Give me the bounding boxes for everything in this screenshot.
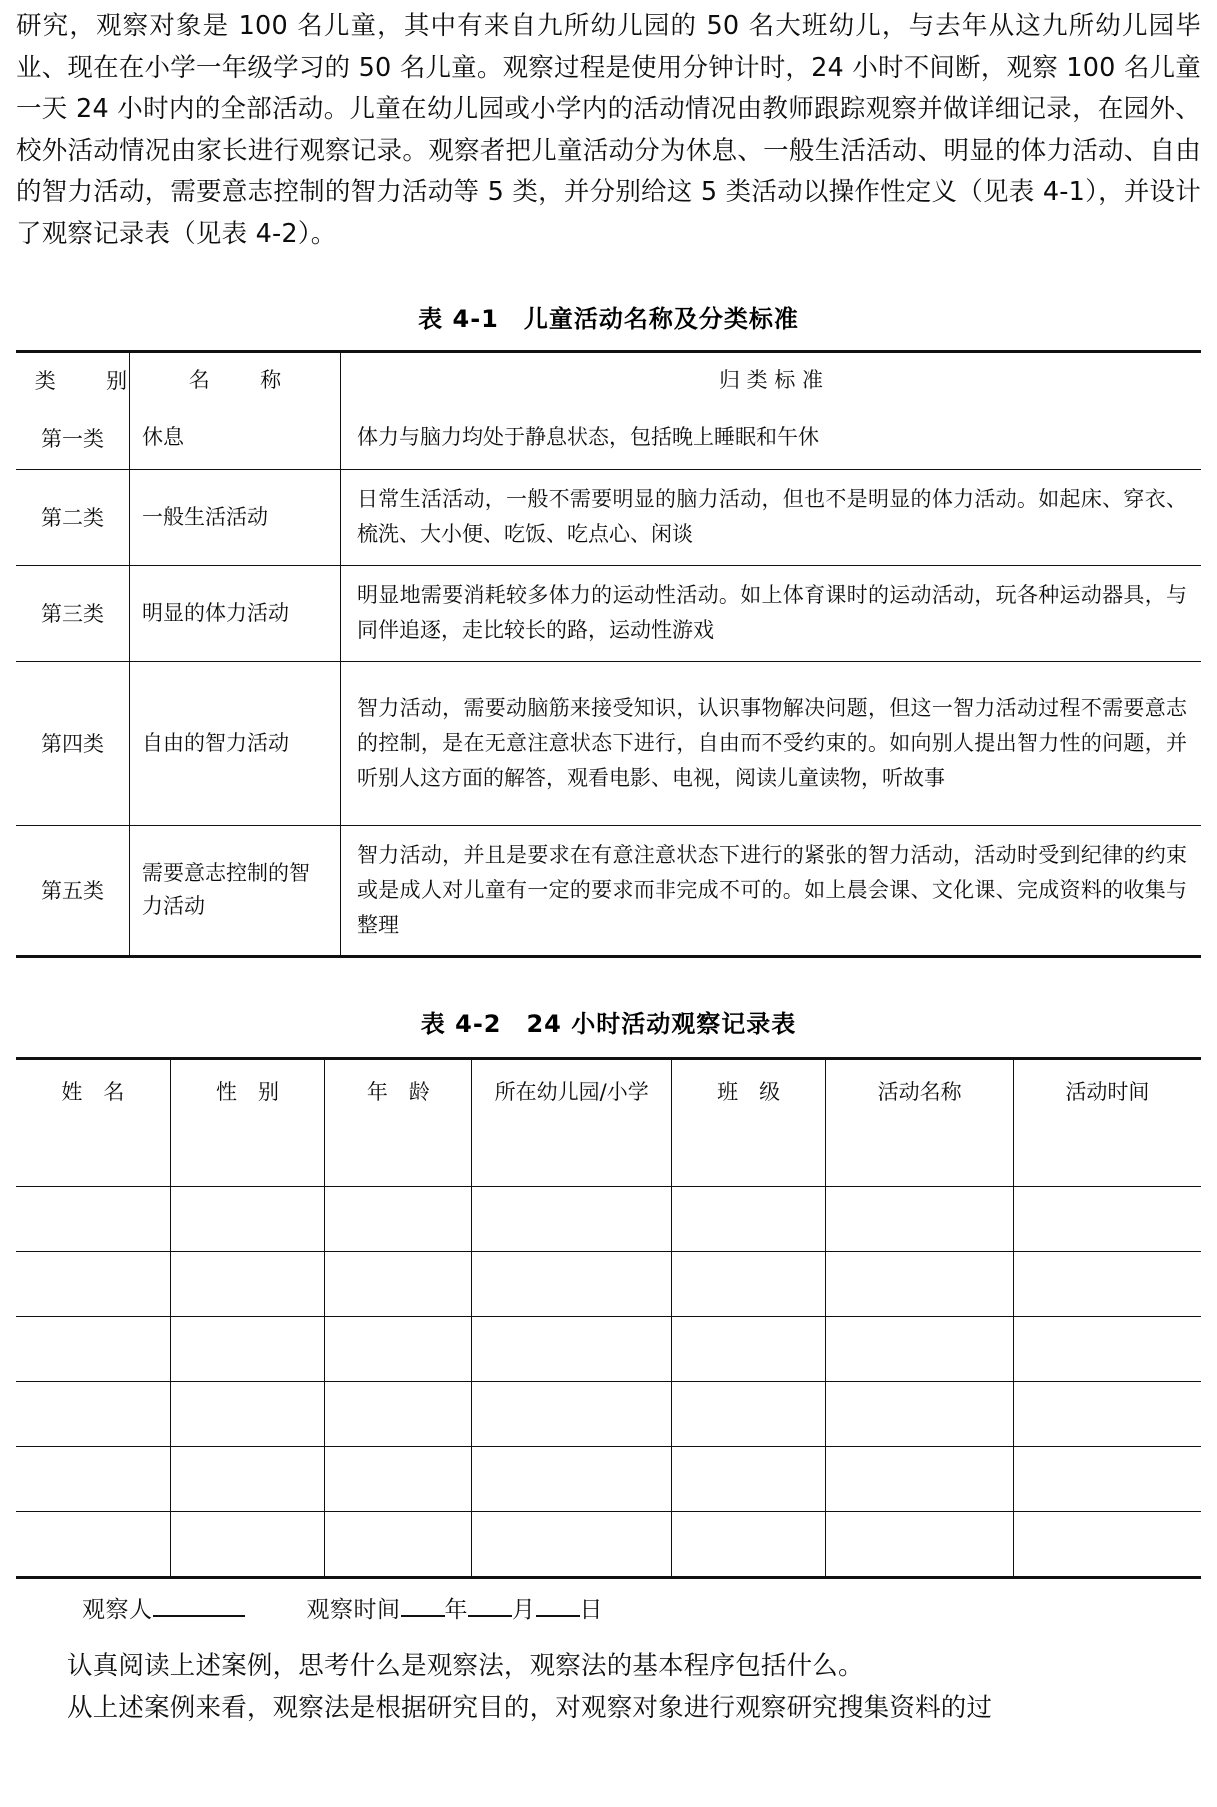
empty-cell[interactable] bbox=[170, 1122, 324, 1187]
empty-cell[interactable] bbox=[325, 1512, 472, 1577]
top-paragraph: 研究，观察对象是 100 名儿童，其中有来自九所幼儿园的 50 名大班幼儿，与去年从这九所幼儿园毕业、现在在小学一年级学习的 50 名儿童。观察过程是使用分钟计时，24 小时不间断，观察 100 名儿童一天 24 小时内的全部活动。儿童在幼儿园或小学内的活动情况由教师跟踪观察并做详细记录，在园外、校外活动情况由家长进行观察记录。观察者把儿童活动分为休息、一般生活活动、明显的体力活动、自由的智力活动，需要意志控制的智力活动等 5 类，并分别给这 5 类活动以操作性定义（见表 4-1），并设计了观察记录表（见表 4-2）。 bbox=[16, 11, 1201, 249]
empty-cell[interactable] bbox=[16, 1382, 170, 1447]
empty-cell[interactable] bbox=[472, 1317, 671, 1382]
empty-cell[interactable] bbox=[1013, 1447, 1201, 1512]
empty-cell[interactable] bbox=[170, 1317, 324, 1382]
table-4-2-header bbox=[16, 1060, 1201, 1122]
observer-input-blank[interactable] bbox=[153, 1615, 245, 1617]
empty-cell[interactable] bbox=[671, 1317, 825, 1382]
table-row bbox=[16, 825, 1201, 955]
empty-cell[interactable] bbox=[826, 1382, 1014, 1447]
cell-criteria: 明显地需要消耗较多体力的运动性活动。如上体育课时的运动活动，玩各种运动器具，与同伴追逐，走比较长的路，运动性游戏 bbox=[341, 565, 1202, 661]
cell-name: 明显的体力活动 bbox=[130, 565, 341, 661]
header-cell-gender: 性 别 bbox=[170, 1060, 324, 1122]
empty-cell[interactable] bbox=[472, 1512, 671, 1577]
year-input-blank[interactable] bbox=[401, 1615, 445, 1617]
table-row bbox=[16, 661, 1201, 825]
table-row bbox=[16, 353, 1201, 407]
empty-cell[interactable] bbox=[325, 1187, 472, 1252]
header-cell-name bbox=[130, 353, 341, 407]
table-row bbox=[16, 1122, 1201, 1187]
header-cell-category bbox=[16, 353, 142, 407]
header-cell-age: 年 龄 bbox=[325, 1060, 472, 1122]
cell-criteria: 智力活动，并且是要求在有意注意状态下进行的紧张的智力活动，活动时受到纪律的约束或是成人对儿童有一定的要求而非完成不可的。如上晨会课、文化课、完成资料的收集与整理 bbox=[341, 825, 1202, 955]
empty-cell[interactable] bbox=[170, 1382, 324, 1447]
header-cell-activity-name: 活动名称 bbox=[826, 1060, 1014, 1122]
empty-cell[interactable] bbox=[325, 1447, 472, 1512]
empty-cell[interactable] bbox=[826, 1317, 1014, 1382]
cell-criteria: 日常生活活动，一般不需要明显的脑力活动，但也不是明显的体力活动。如起床、穿衣、梳洗、大小便、吃饭、吃点心、闲谈 bbox=[341, 469, 1202, 565]
empty-cell[interactable] bbox=[1013, 1317, 1201, 1382]
table-row bbox=[16, 1317, 1201, 1382]
header-cell-name: 姓 名 bbox=[61, 1080, 125, 1104]
empty-cell[interactable] bbox=[826, 1512, 1014, 1577]
header-cell-class: 班 级 bbox=[671, 1060, 825, 1122]
table-row bbox=[16, 407, 1201, 469]
month-input-blank[interactable] bbox=[468, 1615, 512, 1617]
closing-paragraph-2: 从上述案例来看，观察法是根据研究目的，对观察对象进行观察研究搜集资料的过 bbox=[67, 1692, 993, 1723]
empty-cell[interactable] bbox=[671, 1447, 825, 1512]
cell-category: 第三类 bbox=[16, 565, 130, 661]
table-row bbox=[16, 1382, 1201, 1447]
table-row bbox=[16, 1512, 1201, 1577]
cell-name: 需要意志控制的智力活动 bbox=[130, 825, 341, 955]
empty-cell[interactable] bbox=[472, 1447, 671, 1512]
table-row bbox=[16, 1252, 1201, 1317]
table-4-1-body bbox=[16, 407, 1201, 955]
empty-cell[interactable] bbox=[16, 1317, 170, 1382]
empty-cell[interactable] bbox=[325, 1382, 472, 1447]
observe-time-label: 观察时间 bbox=[306, 1597, 401, 1623]
header-name-label: 名 称 bbox=[188, 367, 296, 392]
closing-paragraph-1: 认真阅读上述案例，思考什么是观察法，观察法的基本程序包括什么。 bbox=[67, 1651, 864, 1681]
table-4-1-header bbox=[16, 353, 1201, 407]
empty-cell[interactable] bbox=[472, 1382, 671, 1447]
cell-name: 休息 bbox=[130, 407, 341, 469]
header-cell-school: 所在幼儿园/小学 bbox=[472, 1060, 671, 1122]
empty-cell[interactable] bbox=[671, 1252, 825, 1317]
table-4-2-footer bbox=[16, 1579, 1201, 1624]
empty-cell[interactable] bbox=[325, 1122, 472, 1187]
cell-category: 第四类 bbox=[16, 661, 130, 825]
empty-cell[interactable] bbox=[170, 1447, 324, 1512]
cell-criteria: 智力活动，需要动脑筋来接受知识，认识事物解决问题，但这一智力活动过程不需要意志的控制，是在无意注意状态下进行，自由而不受约束的。如向别人提出智力性的问题，并听别人这方面的解答，观看电影、电视，阅读儿童读物，听故事 bbox=[341, 661, 1202, 825]
table-row bbox=[16, 1187, 1201, 1252]
empty-cell[interactable] bbox=[1013, 1122, 1201, 1187]
table-4-2-caption: 表 4-2 24 小时活动观察记录表 bbox=[420, 1010, 797, 1038]
day-input-blank[interactable] bbox=[536, 1615, 580, 1617]
cell-category: 第二类 bbox=[16, 469, 130, 565]
empty-cell[interactable] bbox=[1013, 1252, 1201, 1317]
empty-cell[interactable] bbox=[826, 1122, 1014, 1187]
empty-cell[interactable] bbox=[671, 1382, 825, 1447]
empty-cell[interactable] bbox=[671, 1512, 825, 1577]
header-criteria-label: 归 类 标 准 bbox=[718, 367, 824, 392]
empty-cell[interactable] bbox=[16, 1252, 170, 1317]
year-unit-label: 年 bbox=[444, 1597, 468, 1623]
empty-cell[interactable] bbox=[16, 1187, 170, 1252]
day-unit-label: 日 bbox=[579, 1597, 603, 1623]
empty-cell[interactable] bbox=[325, 1252, 472, 1317]
table-4-1 bbox=[16, 353, 1201, 955]
empty-cell[interactable] bbox=[472, 1122, 671, 1187]
empty-cell[interactable] bbox=[671, 1187, 825, 1252]
cell-name: 一般生活活动 bbox=[130, 469, 341, 565]
empty-cell[interactable] bbox=[472, 1252, 671, 1317]
empty-cell[interactable] bbox=[16, 1122, 170, 1187]
cell-criteria: 体力与脑力均处于静息状态，包括晚上睡眠和午休 bbox=[341, 407, 1202, 469]
cell-category: 第一类 bbox=[16, 407, 130, 469]
empty-cell[interactable] bbox=[16, 1512, 170, 1577]
month-unit-label: 月 bbox=[512, 1597, 536, 1623]
table-row bbox=[16, 1060, 1201, 1122]
empty-cell[interactable] bbox=[16, 1447, 170, 1512]
table-row bbox=[16, 565, 1201, 661]
observer-label: 观察人 bbox=[82, 1597, 153, 1623]
table-4-2-frame bbox=[16, 1057, 1201, 1579]
empty-cell[interactable] bbox=[170, 1512, 324, 1577]
empty-cell[interactable] bbox=[170, 1187, 324, 1252]
table-row bbox=[16, 469, 1201, 565]
cell-name: 自由的智力活动 bbox=[130, 661, 341, 825]
table-4-1-caption: 表 4-1 儿童活动名称及分类标准 bbox=[418, 305, 799, 333]
header-cell-criteria bbox=[341, 353, 1202, 407]
empty-cell[interactable] bbox=[826, 1187, 1014, 1252]
empty-cell[interactable] bbox=[1013, 1187, 1201, 1252]
empty-cell[interactable] bbox=[671, 1122, 825, 1187]
table-4-1-frame bbox=[16, 350, 1201, 958]
empty-cell[interactable] bbox=[170, 1252, 324, 1317]
empty-cell[interactable] bbox=[325, 1317, 472, 1382]
header-cell-activity-time: 活动时间 bbox=[1013, 1060, 1201, 1122]
empty-cell[interactable] bbox=[1013, 1512, 1201, 1577]
header-category-label: 类 别 bbox=[34, 369, 142, 393]
empty-cell[interactable] bbox=[1013, 1382, 1201, 1447]
cell-category: 第五类 bbox=[16, 825, 130, 955]
empty-cell[interactable] bbox=[826, 1252, 1014, 1317]
empty-cell[interactable] bbox=[826, 1447, 1014, 1512]
table-4-2 bbox=[16, 1060, 1201, 1576]
table-row bbox=[16, 1447, 1201, 1512]
table-4-2-body bbox=[16, 1122, 1201, 1576]
empty-cell[interactable] bbox=[472, 1187, 671, 1252]
